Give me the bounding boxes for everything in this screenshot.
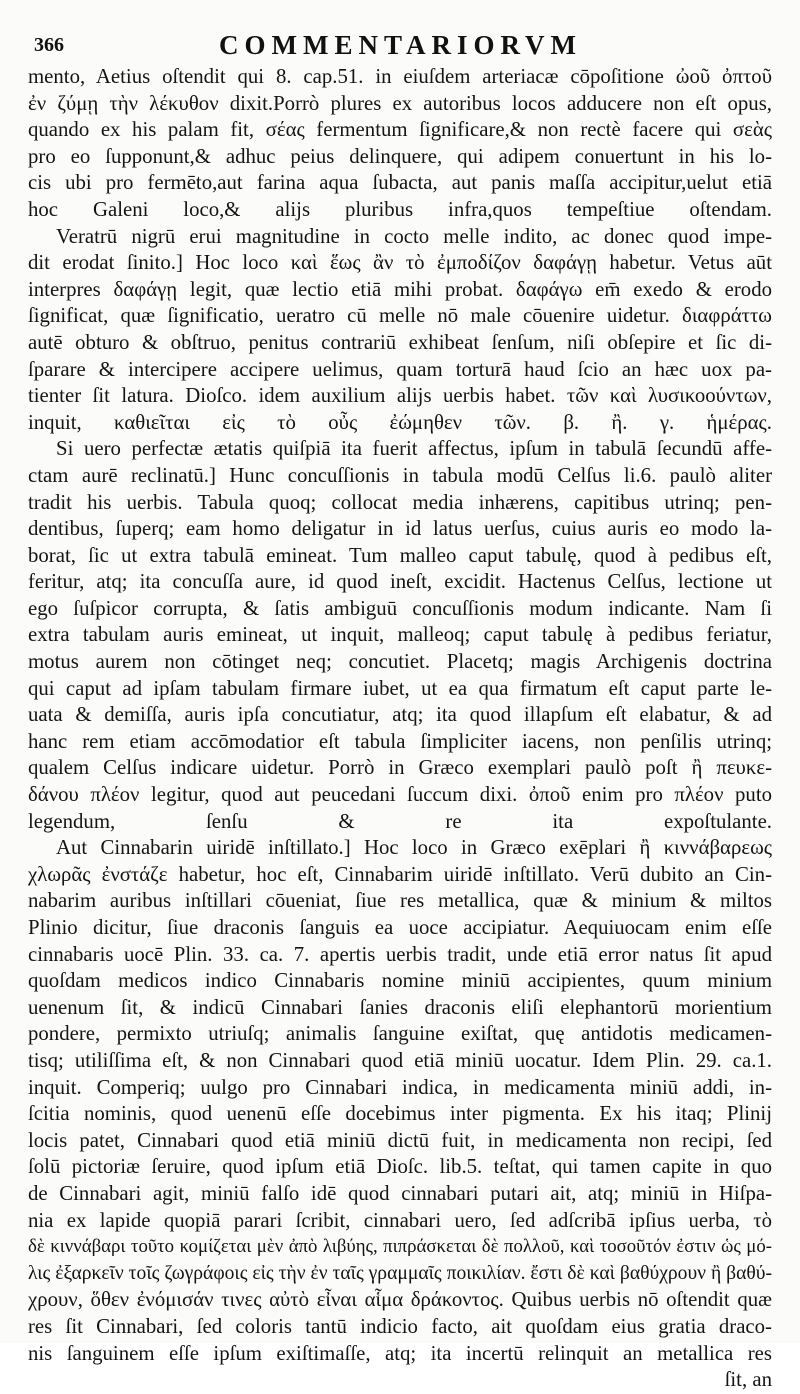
text-line: quoſdam medicos indico Cinnabaris nomine miniū accipientes, quum minium [28,969,772,993]
page-number: 366 [34,34,64,56]
text-line: inquit. Comperiq; uulgo pro Cinnabari indica, in medicamenta miniū addi, in- [28,1075,772,1099]
text-line: legendum, ſenſu & re ita expoſtulante. [28,809,772,833]
text-line: Si uero perfectæ ætatis quiſpiā ita fuerit affectus, ipſum in tabulā ſecundū affe- [56,437,772,461]
text-line: de Cinnabari agit, miniū falſo idē quod cinnabari putari ait, atq; miniū in Hiſpa- [28,1181,772,1205]
text-line: mento, Aetius oſtendit qui 8. cap.51. in eiuſdem arteriacæ cōpoſitione ὠοῦ ὀπτοῦ [28,65,772,88]
text-line: ſparare & intercipere accipere uelimus, quam torturā haud ſcio an hæc uox pa- [28,357,772,381]
text-line: nia ex lapide quopiā parari ſcribit, cinnabari uero, ſed adſcribā ipſius uerba, τὸ [28,1208,772,1232]
text-line: nabarim auribus inſtillari cōueniat, ſiue res metallica, quæ & minium & miltos [28,889,772,913]
text-line: extra tabulam auris emineat, ut inquit, malleoq; caput tabulę à pedibus feriatur, [28,623,772,647]
text-line: ſignificat, quæ ſignificatio, ueratro cū melle nō male cōuenire uidetur. διαφράττω [28,304,772,328]
text-line: ſit, an [724,1368,772,1392]
text-line: pro eo ſupponunt,& adhuc peius delinquere, qui adipem conuertunt in his lo- [28,144,772,168]
text-line: nis ſanguinem eſſe ipſum exiſtimaſſe, atq; ita incertū relinquit an metallica res [28,1341,772,1365]
text-line: hanc rem etiam accōmodatior eſt tabula ſimpliciter iacens, non penſilis utrinq; [28,729,772,753]
text-line: uenenum ſit, & indicū Cinnabari ſanies draconis eliſi elephantorū morientium [28,995,772,1019]
text-line: qui caput ad ipſam tabulam firmare iubet, ut ea qua firmatum eſt caput parte le- [28,676,772,700]
running-head [34,30,774,60]
text-line: cinnabaris uocē Plin. 33. ca. 7. apertis uerbis tradit, unde etiā error natus ſit apud [28,942,772,966]
text-line: autē obturo & obſtruo, penitus contrariū exhibeat ſenſum, niſi obſepire et ſic di- [28,330,772,354]
text-line: inquit, καθιεῖται εἰς τὸ οὖς ἐώμηθεν τῶν. β. ἢ. γ. ἡμέρας. [28,410,772,434]
text-line: locis patet, Cinnabari quod etiā miniū dictū fuit, in medicamenta non recipi, ſed [28,1128,772,1152]
text-line: borat, ſic ut extra tabulā emineat. Tum malleo caput tabulę, quod à pedibus eſt, [28,543,772,567]
text-line: feritur, atq; ita concuſſa aure, id quod ineſt, excidit. Hactenus Celſus, lectione ut [28,570,772,594]
text-line: motus aurem non cōtinget neq; concutiet. Placetq; magis Archigenis doctrina [28,650,772,674]
text-line: χλωρᾶς ἐνστάζε habetur, hoc eſt, Cinnabarim uiridē inſtillato. Verū dubito an Cin- [28,862,772,886]
text-line: dit erodat ſinito.] Hoc loco καὶ ἕως ἂν τὸ ἐμποδίζον δαφάγῃ habetur. Vetus aūt [28,251,772,275]
body-text [28,64,772,1394]
text-line: cis ubi pro fermēto,aut farina aqua ſubacta, aut panis maſſa accipitur,uelut etiā [28,171,772,195]
text-line: uata & demiſſa, auris ipſa concutiatur, atq; ita quod illapſum eſt elabatur, & ad [28,703,772,727]
text-line: Veratrū nigrū erui magnitudine in cocto melle indito, ac donec quod impe- [56,224,772,248]
text-line: quando ex his palam fit, σέας fermentum ſignificare,& non rectè facere qui σεὰς [28,118,772,142]
text-line: interpres δαφάγῃ legit, quæ lectio etiā mihi probat. δαφάγω em̄ exedo & erodo [28,277,772,301]
text-line: res ſit Cinnabari, ſed coloris tantū indicio facto, ait quoſdam eius gratia draco- [28,1314,772,1338]
running-title: COMMENTARIORVM [219,30,583,60]
text-line: dentibus, ſuperq; eam homo deligatur in id latus uerſus, cuius auris eo modo la- [28,517,772,541]
text-line: ἐν ζύμῃ τὴν λέκυθον dixit.Porrò plures ex autoribus locos adducere non eſt opus, [28,91,772,115]
text-line: ctam aurē reclinatū.] Hunc concuſſionis in tabula modū Celſus li.6. paulò aliter [28,463,772,487]
text-line: δὲ κιννάβαρι τοῦτο κομίζεται μὲν ἀπὸ λιβύης, πιπράσκεται δὲ πολλοῦ, καὶ τοσοῦτόν ἐστιν ὡς μό- [28,1236,772,1258]
text-line: χρουν, ὅθεν ἐνόμισάν τινες αὐτὸ εἶναι αἷμα δράκοντος. Quibus uerbis nō oſtendit quæ [28,1288,772,1312]
text-line: λις ἐξαρκεῖν τοῖς ζωγράφοις εἰς τὴν ἐν ταῖς γραμμαῖς ποικιλίαν. ἔστι δὲ καὶ βαθύχρουν ἢ βαθύ- [28,1262,772,1284]
text-line: hoc Galeni loco,& alijs pluribus infra,quos tempeſtiue oſtendam. [28,197,772,221]
text-line: δάνου πλέον legitur, quod aut peucedani ſuccum dixi. ὀποῦ enim pro πλέον puto [28,783,772,807]
text-line: Plinio dicitur, ſiue draconis ſanguis ea uoce accipiatur. Aequiuocam enim eſſe [28,916,772,939]
text-line: tradit his uerbis. Tabula quoq; collocat media inhærens, capitibus utrinq; pen- [28,490,772,514]
text-line: tisq; utiliſſima eſt, & non Cinnabari quod etiā miniū uocatur. Idem Plin. 29. ca.1. [28,1048,772,1072]
text-line: ſolū pictoriæ ſeruire, quod ipſum etiā Dioſc. lib.5. teſtat, qui tamen capite in quo [28,1155,772,1179]
text-line: tienter ſit latura. Dioſco. idem auxilium alijs uerbis habet. τῶν καὶ λυσικοούντων, [28,384,772,408]
text-line: ſcitia nominis, quod uenenū eſſe docebimus inter pigmenta. Ex his itaq; Plinij [28,1102,772,1126]
text-line: Aut Cinnabarin uiridē inſtillato.] Hoc loco in Græco exēplari ἢ κιννάβαρεως [56,836,772,860]
text-line: pondere, permixto utriuſq; animalis ſanguine exiſtat, quę antidotis medicamen- [28,1022,772,1046]
text-line: ego ſuſpicor corrupta, & ſatis ambiguū concuſſionis modum indicante. Nam ſi [28,596,772,620]
text-line: qualem Celſus indicare uidetur. Porrò in Græco exemplari paulò poſt ἢ πευκε- [28,756,772,780]
